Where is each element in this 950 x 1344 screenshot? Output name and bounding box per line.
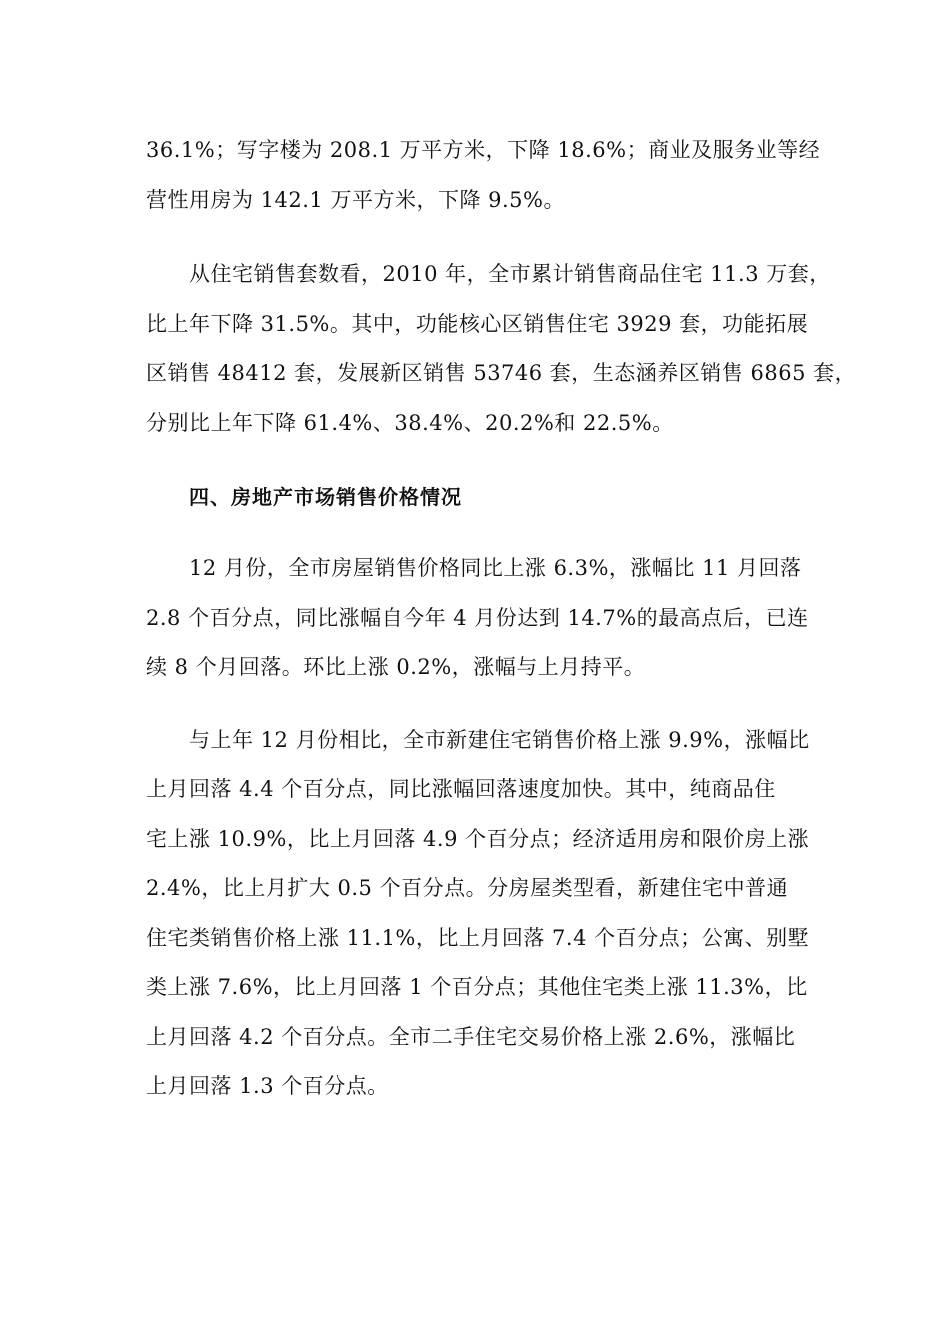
paragraph-2-line-2: 比上年下降 31.5%。其中，功能核心区销售住宅 3929 套，功能拓展	[146, 312, 809, 336]
paragraph-1-line-1: 36.1%；写字楼为 208.1 万平方米，下降 18.6%；商业及服务业等经	[146, 138, 821, 162]
paragraph-2-line-4: 分别比上年下降 61.4%、38.4%、20.2%和 22.5%。	[146, 411, 674, 435]
paragraph-1-line-2: 营性用房为 142.1 万平方米，下降 9.5%。	[146, 188, 565, 212]
paragraph-3-line-2: 2.8 个百分点，同比涨幅自今年 4 月份达到 14.7%的最高点后，已连	[146, 606, 809, 630]
paragraph-4-line-4: 2.4%，比上月扩大 0.5 个百分点。分房屋类型看，新建住宅中普通	[146, 876, 789, 900]
paragraph-4-line-5: 住宅类销售价格上涨 11.1%，比上月回落 7.4 个百分点；公寓、别墅	[146, 926, 810, 950]
paragraph-4-line-8: 上月回落 1.3 个百分点。	[146, 1074, 389, 1098]
paragraph-4-line-1: 与上年 12 月份相比，全市新建住宅销售价格上涨 9.9%，涨幅比	[189, 728, 810, 752]
paragraph-3-line-3: 续 8 个月回落。环比上涨 0.2%，涨幅与上月持平。	[146, 655, 646, 679]
paragraph-4-line-3: 宅上涨 10.9%，比上月回落 4.9 个百分点；经济适用房和限价房上涨	[146, 827, 810, 851]
paragraph-4-line-6: 类上涨 7.6%，比上月回落 1 个百分点；其他住宅类上涨 11.3%，比	[146, 975, 808, 999]
paragraph-4-line-2: 上月回落 4.4 个百分点，同比涨幅回落速度加快。其中，纯商品住	[146, 777, 776, 801]
paragraph-2-line-1: 从住宅销售套数看，2010 年，全市累计销售商品住宅 11.3 万套，	[189, 262, 831, 286]
paragraph-3-line-1: 12 月份，全市房屋销售价格同比上涨 6.3%，涨幅比 11 月回落	[189, 556, 802, 580]
paragraph-4-line-7: 上月回落 4.2 个百分点。全市二手住宅交易价格上涨 2.6%，涨幅比	[146, 1025, 796, 1049]
paragraph-2-line-3: 区销售 48412 套，发展新区销售 53746 套，生态涵养区销售 6865 套，	[146, 361, 857, 385]
section-heading: 四、房地产市场销售价格情况	[189, 485, 462, 509]
